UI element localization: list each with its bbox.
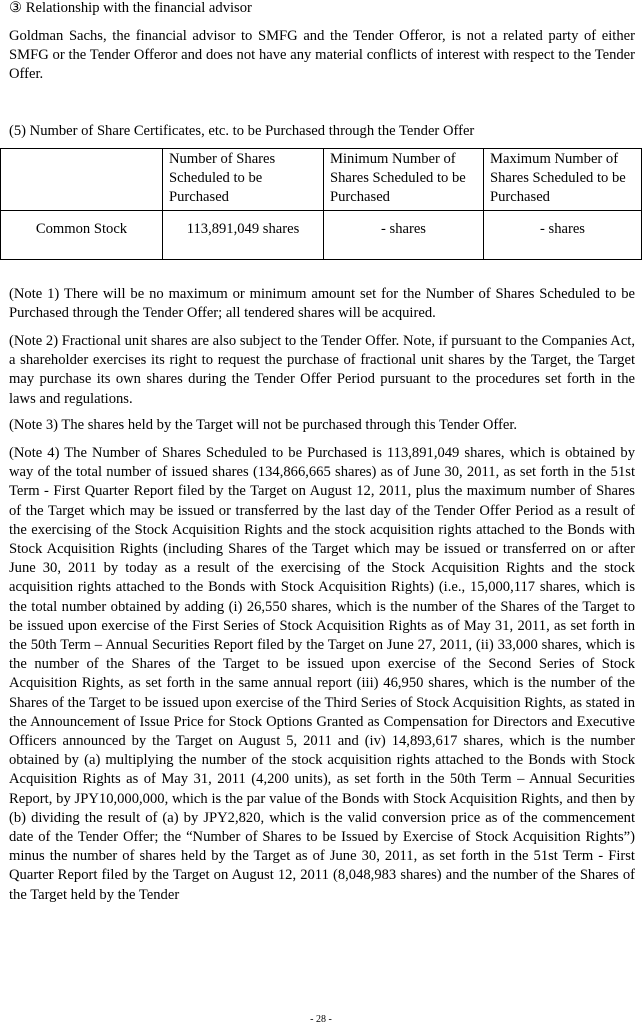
page-number: - 28 -: [310, 1014, 332, 1025]
table-cell-minimum: - shares: [324, 210, 484, 259]
note-1: (Note 1) There will be no maximum or minimum amount set for the Number of Shares Scheduled to be Purchased through the Tender Offer; all tendered shares will be acquired.: [9, 286, 635, 322]
section-5-heading: (5) Number of Share Certificates, etc. to be Purchased through the Tender Offer: [9, 123, 475, 139]
table-header-cell-scheduled: Number of Shares Scheduled to be Purchased: [163, 149, 324, 211]
shares-table: [0, 148, 642, 260]
note-4: (Note 4) The Number of Shares Scheduled to be Purchased is 113,891,049 shares, which is obtained by way of the total number of issued shares (134,866,665 shares) as of June 30, 2011, as set forth in the 51st Term - First Quarter Report filed by the Target on August 12, 2011, plus the maximum number of Shares of the Target which may be issued or transferred by the last day of the Tender Offer Period as a result of the exercising of the Stock Acquisition Rights and the stock acquisition rights attached to the Bonds with Stock Acquisition Rights (including Shares of the Target which may be issued or transferred on or after June 30, 2011 by today as a result of the exercising of the Stock Acquisition Rights and the stock acquisition rights attached to the Bonds with Stock Acquisition Rights) (i.e., 15,000,117 shares, which is the total number obtained by adding (i) 26,550 shares, which is the number of the Shares of the Target to be issued upon exercise of the First Series of Stock Acquisition Rights as of May 31, 2011, as set forth in the 50th Term – Annual Securities Report filed by the Target on June 27, 2011, (ii) 33,000 shares, which is the number of the Shares of the Target to be issued upon exercise of the Second Series of Stock Acquisition Rights, as set forth in the same annual report (iii) 46,950 shares, which is the number of the Shares of the Target to be issued upon exercise of the Third Series of Stock Acquisition Rights, as stated in the Announcement of Issue Price for Stock Options Granted as Compensation for Directors and Executive Officers announced by the Target on August 5, 2011 and (iv) 14,893,617 shares, which is the number obtained by (a) multiplying the number of the stock acquisition rights attached to the Bonds with Stock Acquisition Rights as of May 31, 2011 (4,200 units), as set forth in the 50th Term – Annual Securities Report, by JPY10,000,000, which is the par value of the Bonds with Stock Acquisition Rights, and then by (b) dividing the result of (a) by JPY2,820, which is the valid conversion price as of the commencement date of the Tender Offer; the “Number of Shares to be Issued by Exercise of Stock Acquisition Rights”) minus the number of shares held by the Target as of June 30, 2011, as set forth in the 51st Term - First Quarter Report filed by the Target on August 12, 2011 (8,048,983 shares) and the number of the Shares of the Target held by the Tender: [9, 445, 635, 903]
section-3-body: Goldman Sachs, the financial advisor to SMFG and the Tender Offeror, is not a related party of either SMFG or the Tender Offeror and does not have any material conflicts of interest with respect to the Tender Offer.: [9, 28, 635, 83]
table-cell-scheduled: 113,891,049 shares: [163, 210, 324, 259]
table-header-cell-maximum: Maximum Number of Shares Scheduled to be Purchased: [484, 149, 642, 211]
table-cell-maximum: - shares: [484, 210, 642, 259]
section-3-heading: ③ Relationship with the financial advisor: [9, 0, 252, 16]
note-3: (Note 3) The shares held by the Target will not be purchased through this Tender Offer.: [9, 417, 518, 433]
note-2: (Note 2) Fractional unit shares are also subject to the Tender Offer. Note, if pursuant to the Companies Act, a shareholder exercises its right to request the purchase of fractional unit shares by the Target, the Target may purchase its own shares during the Tender Offer Period pursuant to the procedures set forth in the laws and regulations.: [9, 333, 635, 407]
table-cell-share-class: Common Stock: [1, 210, 163, 259]
table-row: [1, 210, 642, 259]
table-header-cell-empty: [1, 149, 163, 211]
table-header-cell-minimum: Minimum Number of Shares Scheduled to be Purchased: [324, 149, 484, 211]
table-header-row: [1, 149, 642, 211]
